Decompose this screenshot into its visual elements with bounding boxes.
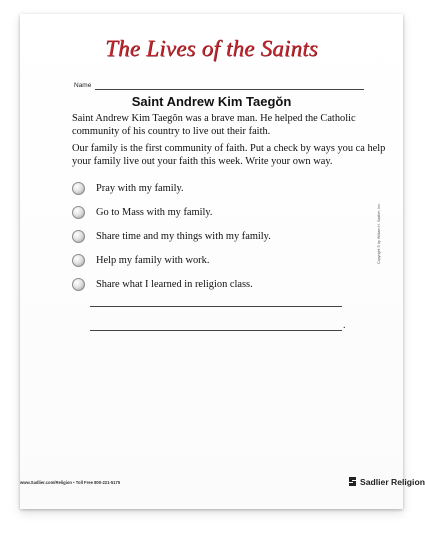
option-item[interactable] [72, 224, 372, 248]
option-label: Share time and my things with my family. [96, 230, 271, 242]
worksheet-page [20, 14, 425, 509]
option-label: Share what I learned in religion class. [96, 278, 253, 290]
option-item[interactable] [72, 248, 372, 272]
name-field-row [74, 78, 364, 90]
publisher-name: Sadlier Religion [360, 476, 425, 487]
intro-paragraph: Saint Andrew Kim Taegŏn was a brave man. He helped the Catholic community of his country to live out their faith. [72, 113, 356, 137]
brand-title: The Lives of the Saints [105, 36, 318, 61]
option-label: Help my family with work. [96, 254, 210, 266]
option-item[interactable] [72, 176, 372, 200]
option-label: Go to Mass with my family. [96, 206, 213, 218]
write-in-line[interactable] [90, 305, 342, 307]
name-input-line[interactable] [95, 82, 364, 90]
copyright-note: Copyright © by William H. Sadlier, Inc. [377, 203, 381, 264]
checkbox-bubble[interactable] [72, 182, 85, 195]
write-in-period: . [343, 320, 346, 331]
instructions-paragraph: Our family is the first community of faith. Put a check by ways you ca help your family live out your faith this week. Write your own way. [72, 143, 386, 167]
write-in-line[interactable] [90, 329, 342, 331]
worksheet-title: Saint Andrew Kim Taegŏn [131, 94, 292, 109]
sadlier-logo-icon [348, 476, 357, 487]
option-item[interactable] [72, 272, 372, 296]
name-label: Name [74, 82, 92, 89]
publisher-logo [348, 476, 425, 487]
option-label: Pray with my family. [96, 182, 184, 194]
checkbox-bubble[interactable] [72, 254, 85, 267]
checkbox-bubble[interactable] [72, 278, 85, 291]
options-list [72, 176, 372, 296]
checkbox-bubble[interactable] [72, 230, 85, 243]
footer-contact: www.Sadlier.com/Religion • Toll Free 800-221-5175 [20, 480, 121, 485]
checkbox-bubble[interactable] [72, 206, 85, 219]
option-item[interactable] [72, 200, 372, 224]
